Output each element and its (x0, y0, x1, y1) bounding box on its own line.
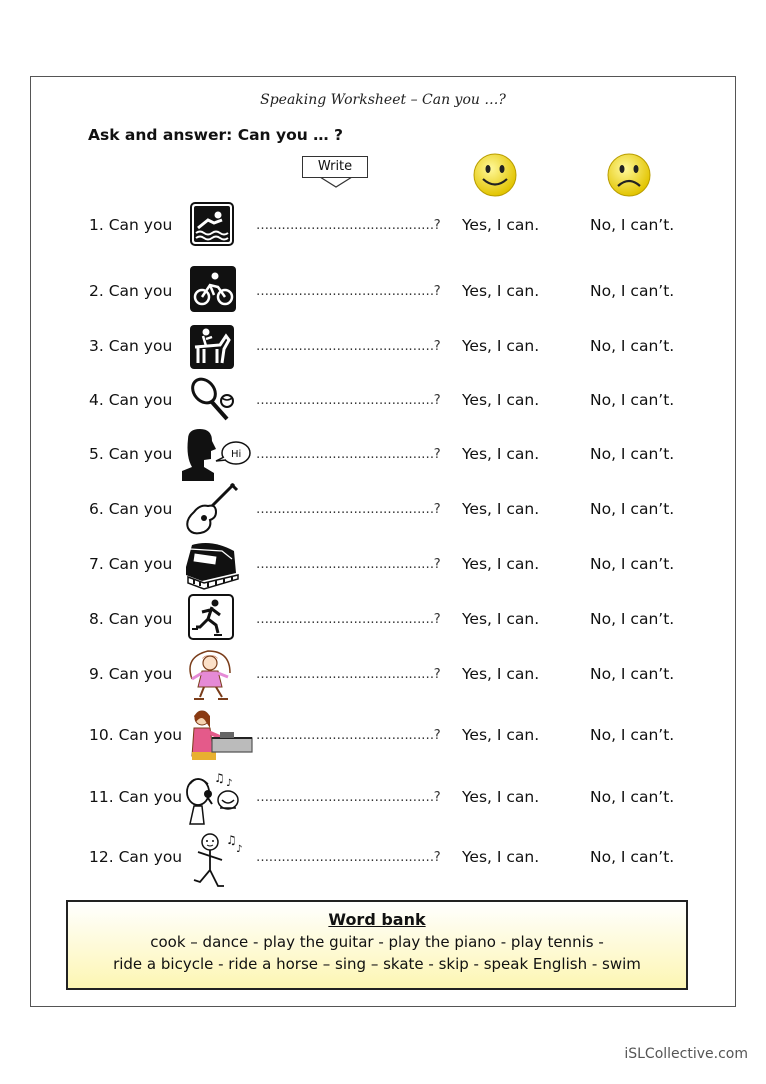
answer-blank: ……………………………………? (256, 447, 441, 462)
yes-answer: Yes, I can. (462, 665, 540, 683)
no-answer: No, I can’t. (590, 391, 675, 409)
worksheet-title: Speaking Worksheet – Can you …? (260, 92, 506, 108)
question-row-2 (0, 264, 766, 320)
row-label: 5. Can you (89, 445, 173, 463)
word-bank-line-1: cook – dance - play the guitar - play the piano - play tennis - (150, 933, 604, 951)
row-label: 4. Can you (89, 391, 173, 409)
dancing-icon (182, 830, 256, 894)
row-label: 12. Can you (89, 848, 183, 866)
question-row-11 (0, 770, 766, 826)
yes-answer: Yes, I can. (462, 216, 540, 234)
question-row-8 (0, 592, 766, 648)
no-answer: No, I can’t. (590, 610, 675, 628)
speech-bubble-text: Hi (231, 449, 242, 460)
worksheet-heading: Ask and answer: Can you … ? (88, 126, 344, 144)
yes-answer: Yes, I can. (462, 610, 540, 628)
yes-answer: Yes, I can. (462, 848, 540, 866)
row-label: 11. Can you (89, 788, 183, 806)
write-label: Write (302, 156, 368, 178)
no-answer: No, I can’t. (590, 216, 675, 234)
answer-blank: ……………………………………? (256, 218, 441, 233)
no-answer: No, I can’t. (590, 726, 675, 744)
row-label: 3. Can you (89, 337, 173, 355)
svg-text:♪: ♪ (226, 778, 233, 789)
question-row-12 (0, 830, 766, 886)
skipping-rope-icon (182, 647, 240, 703)
svg-text:♫: ♫ (214, 771, 225, 785)
row-label: 9. Can you (89, 665, 173, 683)
word-bank-line-2: ride a bicycle - ride a horse – sing – skate - skip - speak English - swim (113, 955, 641, 973)
row-label: 8. Can you (89, 610, 173, 628)
no-answer: No, I can’t. (590, 337, 675, 355)
horse-riding-icon (182, 319, 240, 375)
question-row-7 (0, 537, 766, 593)
svg-text:♫: ♫ (226, 833, 237, 847)
word-bank (66, 900, 688, 990)
svg-text:♪: ♪ (236, 844, 243, 855)
yes-answer: Yes, I can. (462, 337, 540, 355)
no-answer: No, I can’t. (590, 445, 675, 463)
no-answer: No, I can’t. (590, 788, 675, 806)
answer-blank: ……………………………………? (256, 502, 441, 517)
yes-answer: Yes, I can. (462, 788, 540, 806)
question-row-1 (0, 198, 766, 254)
site-watermark: iSLCollective.com (624, 1046, 748, 1062)
sad-face-icon (606, 152, 652, 198)
answer-blank: ……………………………………? (256, 667, 441, 682)
down-arrow-icon (318, 177, 354, 189)
skating-icon (182, 592, 240, 648)
answer-blank: ……………………………………? (256, 790, 441, 805)
question-row-9 (0, 647, 766, 703)
answer-blank: ……………………………………? (256, 612, 441, 627)
question-row-10 (0, 708, 766, 764)
speaking-icon (182, 427, 256, 483)
tennis-racket-icon (182, 373, 240, 429)
singing-icon (182, 770, 256, 826)
piano-icon (182, 537, 240, 593)
guitar-icon (182, 482, 240, 538)
row-label: 6. Can you (89, 500, 173, 518)
row-label: 1. Can you (89, 216, 173, 234)
row-label: 10. Can you (89, 726, 183, 744)
cooking-icon (182, 708, 256, 764)
no-answer: No, I can’t. (590, 500, 675, 518)
yes-answer: Yes, I can. (462, 445, 540, 463)
yes-answer: Yes, I can. (462, 500, 540, 518)
question-row-4 (0, 373, 766, 429)
no-answer: No, I can’t. (590, 848, 675, 866)
yes-answer: Yes, I can. (462, 282, 540, 300)
no-answer: No, I can’t. (590, 282, 675, 300)
answer-blank: ……………………………………? (256, 393, 441, 408)
answer-blank: ……………………………………? (256, 557, 441, 572)
answer-blank: ……………………………………? (256, 339, 441, 354)
row-label: 2. Can you (89, 282, 173, 300)
yes-answer: Yes, I can. (462, 726, 540, 744)
question-row-6 (0, 482, 766, 538)
answer-blank: ……………………………………? (256, 728, 441, 743)
answer-blank: ……………………………………? (256, 284, 441, 299)
happy-face-icon (472, 152, 518, 198)
answer-blank: ……………………………………? (256, 850, 441, 865)
swimming-icon (182, 198, 240, 254)
question-row-3 (0, 319, 766, 375)
no-answer: No, I can’t. (590, 555, 675, 573)
question-row-5 (0, 427, 766, 483)
row-label: 7. Can you (89, 555, 173, 573)
word-bank-title: Word bank (328, 910, 426, 929)
yes-answer: Yes, I can. (462, 391, 540, 409)
bicycle-icon (182, 264, 240, 320)
yes-answer: Yes, I can. (462, 555, 540, 573)
no-answer: No, I can’t. (590, 665, 675, 683)
